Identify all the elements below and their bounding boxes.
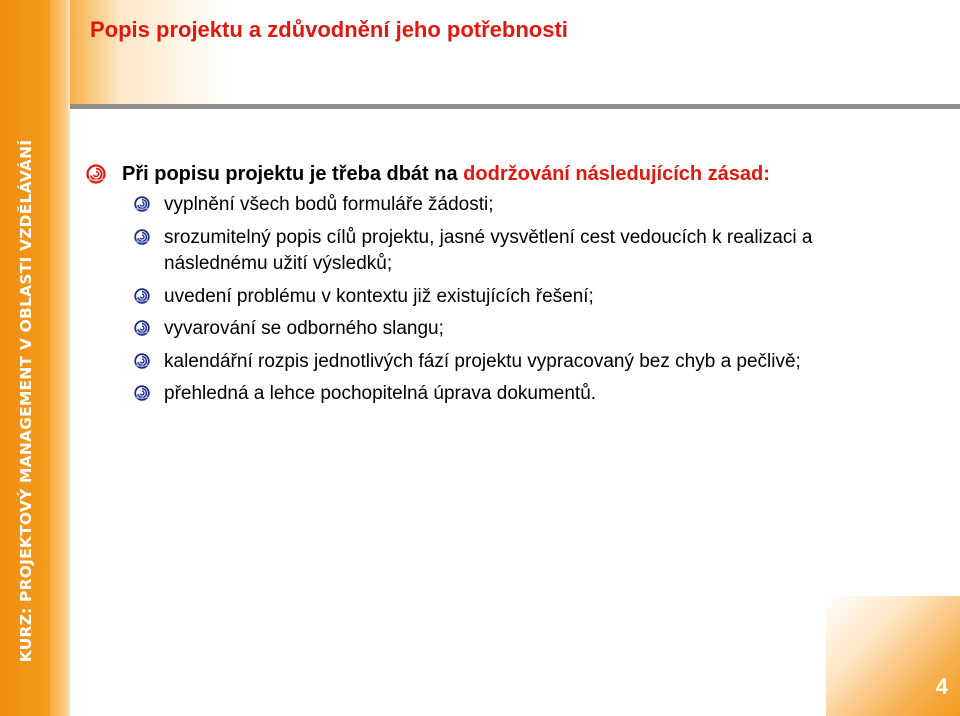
content <box>86 160 906 414</box>
list-item-text: vyplnění všech bodů formuláře žádosti; <box>164 194 494 215</box>
list-item <box>86 349 906 376</box>
sub-point-list <box>86 192 906 408</box>
main-point-prefix: Při popisu projektu je třeba dbát na <box>122 163 464 185</box>
page-number: 4 <box>935 674 948 699</box>
sidebar-gradient <box>50 0 70 716</box>
list-item-text: srozumitelný popis cílů projektu, jasné vysvětlení cest vedoucích k realizaci a následnému užití výsledků; <box>164 226 813 274</box>
list-item <box>86 316 906 343</box>
list-item <box>86 284 906 311</box>
header-divider <box>0 104 960 109</box>
list-item <box>86 381 906 408</box>
page-number-badge <box>826 596 960 716</box>
swirl-bullet-icon <box>134 196 150 212</box>
list-item-text: kalendářní rozpis jednotlivých fází projektu vypracovaný bez chyb a pečlivě; <box>164 350 801 372</box>
list-item-text: vyvarování se odborného slangu; <box>164 318 444 339</box>
list-item-text: uvedení problému v kontextu již existujících řešení; <box>164 285 594 307</box>
sidebar-course-label-wrap <box>13 139 39 663</box>
swirl-bullet-icon <box>134 229 150 245</box>
swirl-bullet-icon <box>134 385 150 401</box>
page-title: Popis projektu a zdůvodnění jeho potřebnosti <box>90 17 568 42</box>
list-item <box>86 192 906 219</box>
swirl-bullet-icon <box>134 320 150 336</box>
swirl-bullet-icon <box>134 288 150 304</box>
main-point <box>86 160 906 188</box>
list-item-text: přehledná a lehce pochopitelná úprava dokumentů. <box>164 383 597 404</box>
header-band <box>0 0 960 108</box>
main-point-highlight: dodržování následujících zásad: <box>463 163 770 185</box>
list-item <box>86 225 906 278</box>
swirl-bullet-icon <box>134 353 150 369</box>
sidebar-course-label: KURZ: PROJEKTOVÝ MANAGEMENT V OBLASTI VZDĚLÁVÁNÍ <box>17 139 36 663</box>
swirl-bullet-icon <box>86 164 106 184</box>
sidebar <box>0 0 70 716</box>
